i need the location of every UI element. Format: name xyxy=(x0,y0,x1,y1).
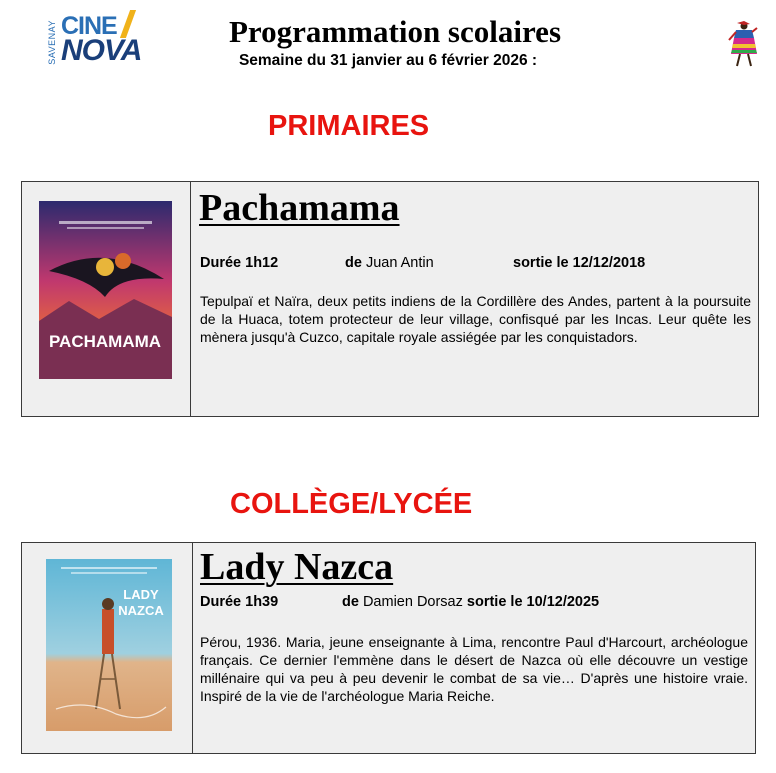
film-director: de Damien Dorsaz sortie le 10/12/2025 xyxy=(342,594,600,610)
logo-savenay-text: SAVENAY xyxy=(47,20,57,65)
film-duration: Durée 1h12 xyxy=(200,255,279,271)
card-divider xyxy=(192,543,193,753)
poster-pachamama xyxy=(39,201,172,379)
page-title: Programmation scolaires xyxy=(228,14,562,49)
film-card-lady-nazca xyxy=(21,542,756,754)
film-synopsis: Pérou, 1936. Maria, jeune enseignante à Lima, rencontre Paul d'Harcourt, archéologue français. Ce dernier l'emmène dans le désert de Nazca où elle découvre un vestige millénaire qui va peu à peu devenir le combat de sa vie… D'après une histoire vraie. Inspiré de la vie de l'archéologue Maria Reiche. xyxy=(200,634,748,704)
film-synopsis: Tepulpaï et Naïra, deux petits indiens de la Cordillère des Andes, partent à la poursuite de la Huaca, totem protecteur de leur village, confisqué par les Incas. Leur quête les mènera jusqu'à Cuzco, capitale royale assiégée par les conquistadors. xyxy=(200,293,751,345)
dancer-icon xyxy=(728,20,758,68)
film-release: sortie le 12/12/2018 xyxy=(513,255,646,271)
section-heading-college-lycee: COLLÈGE/LYCÉE xyxy=(230,488,473,520)
card-divider xyxy=(190,182,191,416)
section-heading-primaires: PRIMAIRES xyxy=(268,110,430,142)
poster-title-line2: NAZCA xyxy=(118,603,164,618)
film-duration: Durée 1h39 xyxy=(200,594,279,610)
logo-nova-text: NOVA xyxy=(61,34,142,67)
poster-title-line1: LADY xyxy=(123,587,159,602)
film-title-pachamama: Pachamama xyxy=(199,187,400,229)
logo-cine-text: CINE xyxy=(61,12,117,40)
film-director: de Juan Antin xyxy=(345,255,434,271)
poster-title-text: PACHAMAMA xyxy=(48,332,162,351)
film-title-lady-nazca: Lady Nazca xyxy=(200,546,394,588)
poster-lady-nazca xyxy=(46,559,172,731)
film-card-pachamama xyxy=(21,181,759,417)
page-subtitle: Semaine du 31 janvier au 6 février 2026 : xyxy=(238,52,538,69)
